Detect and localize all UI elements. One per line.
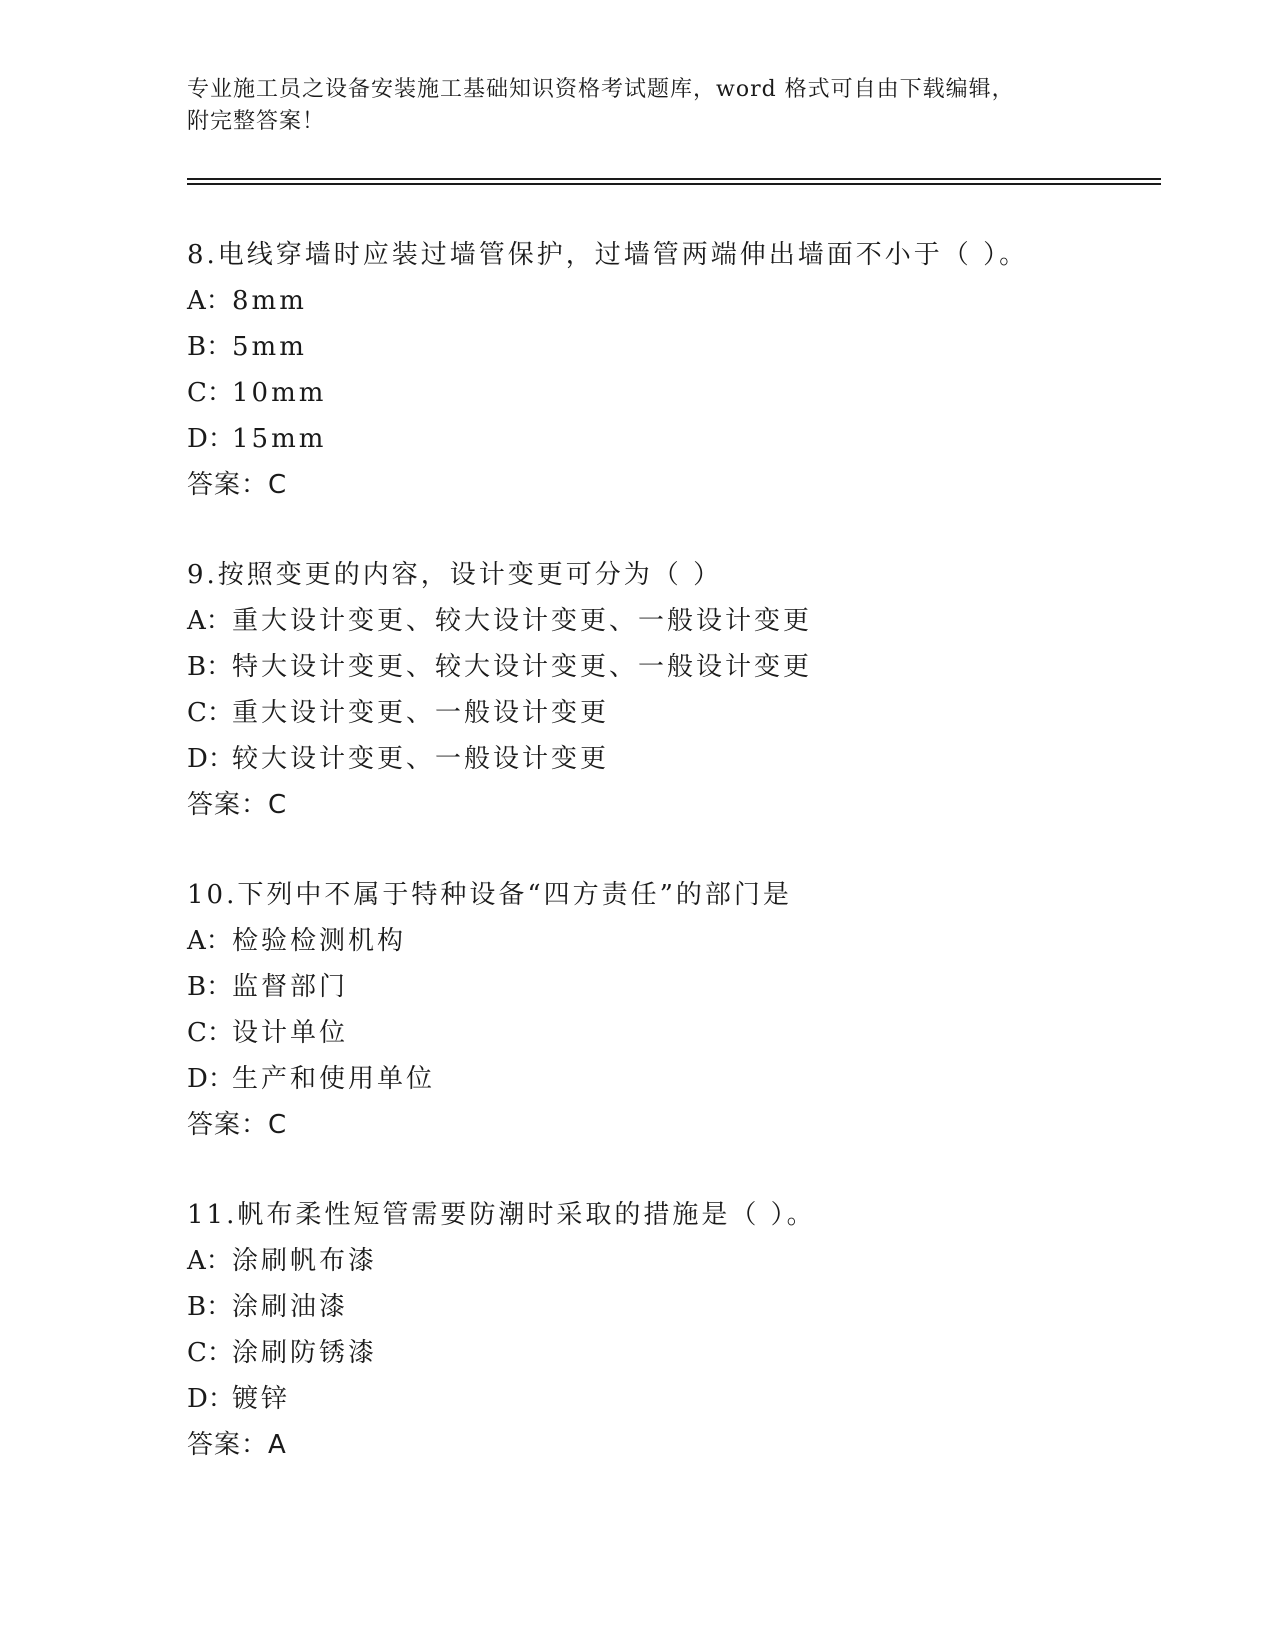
- header-line-1: 专业施工员之设备安装施工基础知识资格考试题库，word 格式可自由下载编辑，: [187, 77, 1015, 102]
- option-letter: B：: [187, 1292, 233, 1322]
- option-d: [187, 736, 1147, 782]
- document-header: [187, 74, 1087, 138]
- option-text: 10mm: [232, 378, 327, 408]
- option-text: 8mm: [232, 286, 307, 316]
- option-b: [187, 1284, 1147, 1330]
- option-text: 检验检测机构: [232, 926, 407, 956]
- option-letter: D：: [187, 424, 234, 454]
- question-block: [187, 232, 1147, 508]
- question-stem: 10.下列中不属于特种设备“四方责任”的部门是: [187, 880, 792, 910]
- option-letter: B：: [187, 332, 233, 362]
- option-c: [187, 1010, 1147, 1056]
- option-text: 涂刷油漆: [232, 1292, 349, 1322]
- option-letter: A：: [187, 606, 232, 636]
- option-b: [187, 324, 1147, 370]
- option-letter: C：: [187, 698, 233, 728]
- option-c: [187, 1330, 1147, 1376]
- option-letter: D：: [187, 1384, 234, 1414]
- option-letter: C：: [187, 1018, 233, 1048]
- option-text: 涂刷帆布漆: [232, 1246, 378, 1276]
- option-letter: B：: [187, 652, 233, 682]
- option-a: [187, 598, 1147, 644]
- option-text: 生产和使用单位: [232, 1064, 436, 1094]
- option-a: [187, 278, 1147, 324]
- option-text: 15mm: [232, 424, 327, 454]
- answer-line: 答案：C: [187, 1110, 288, 1140]
- question-stem: 8.电线穿墙时应装过墙管保护，过墙管两端伸出墙面不小于（ ）。: [187, 240, 1029, 270]
- option-c: [187, 690, 1147, 736]
- option-text: 涂刷防锈漆: [232, 1338, 378, 1368]
- option-letter: A：: [187, 926, 232, 956]
- option-a: [187, 1238, 1147, 1284]
- option-d: [187, 1376, 1147, 1422]
- option-letter: C：: [187, 378, 233, 408]
- option-text: 设计单位: [232, 1018, 349, 1048]
- option-letter: D：: [187, 744, 234, 774]
- option-letter: C：: [187, 1338, 233, 1368]
- option-a: [187, 918, 1147, 964]
- header-line-2: 附完整答案！: [187, 109, 326, 134]
- question-block: [187, 872, 1147, 1148]
- option-text: 较大设计变更、一般设计变更: [232, 744, 610, 774]
- option-text: 特大设计变更、较大设计变更、一般设计变更: [232, 652, 813, 682]
- header-divider-bottom: [187, 183, 1161, 185]
- option-text: 监督部门: [232, 972, 349, 1002]
- question-stem: 9.按照变更的内容，设计变更可分为（ ）: [187, 560, 723, 590]
- option-text: 重大设计变更、较大设计变更、一般设计变更: [232, 606, 813, 636]
- option-d: [187, 416, 1147, 462]
- option-text: 5mm: [232, 332, 307, 362]
- option-b: [187, 964, 1147, 1010]
- header-divider-top: [187, 178, 1161, 180]
- question-block: [187, 552, 1147, 828]
- option-letter: A：: [187, 1246, 232, 1276]
- option-d: [187, 1056, 1147, 1102]
- question-block: [187, 1192, 1147, 1468]
- answer-line: 答案：C: [187, 470, 288, 500]
- option-letter: B：: [187, 972, 233, 1002]
- option-letter: A：: [187, 286, 232, 316]
- option-text: 重大设计变更、一般设计变更: [232, 698, 610, 728]
- answer-line: 答案：C: [187, 790, 288, 820]
- answer-line: 答案：A: [187, 1430, 287, 1460]
- option-letter: D：: [187, 1064, 234, 1094]
- question-stem: 11.帆布柔性短管需要防潮时采取的措施是（ ）。: [187, 1200, 816, 1230]
- option-b: [187, 644, 1147, 690]
- option-text: 镀锌: [232, 1384, 291, 1414]
- option-c: [187, 370, 1147, 416]
